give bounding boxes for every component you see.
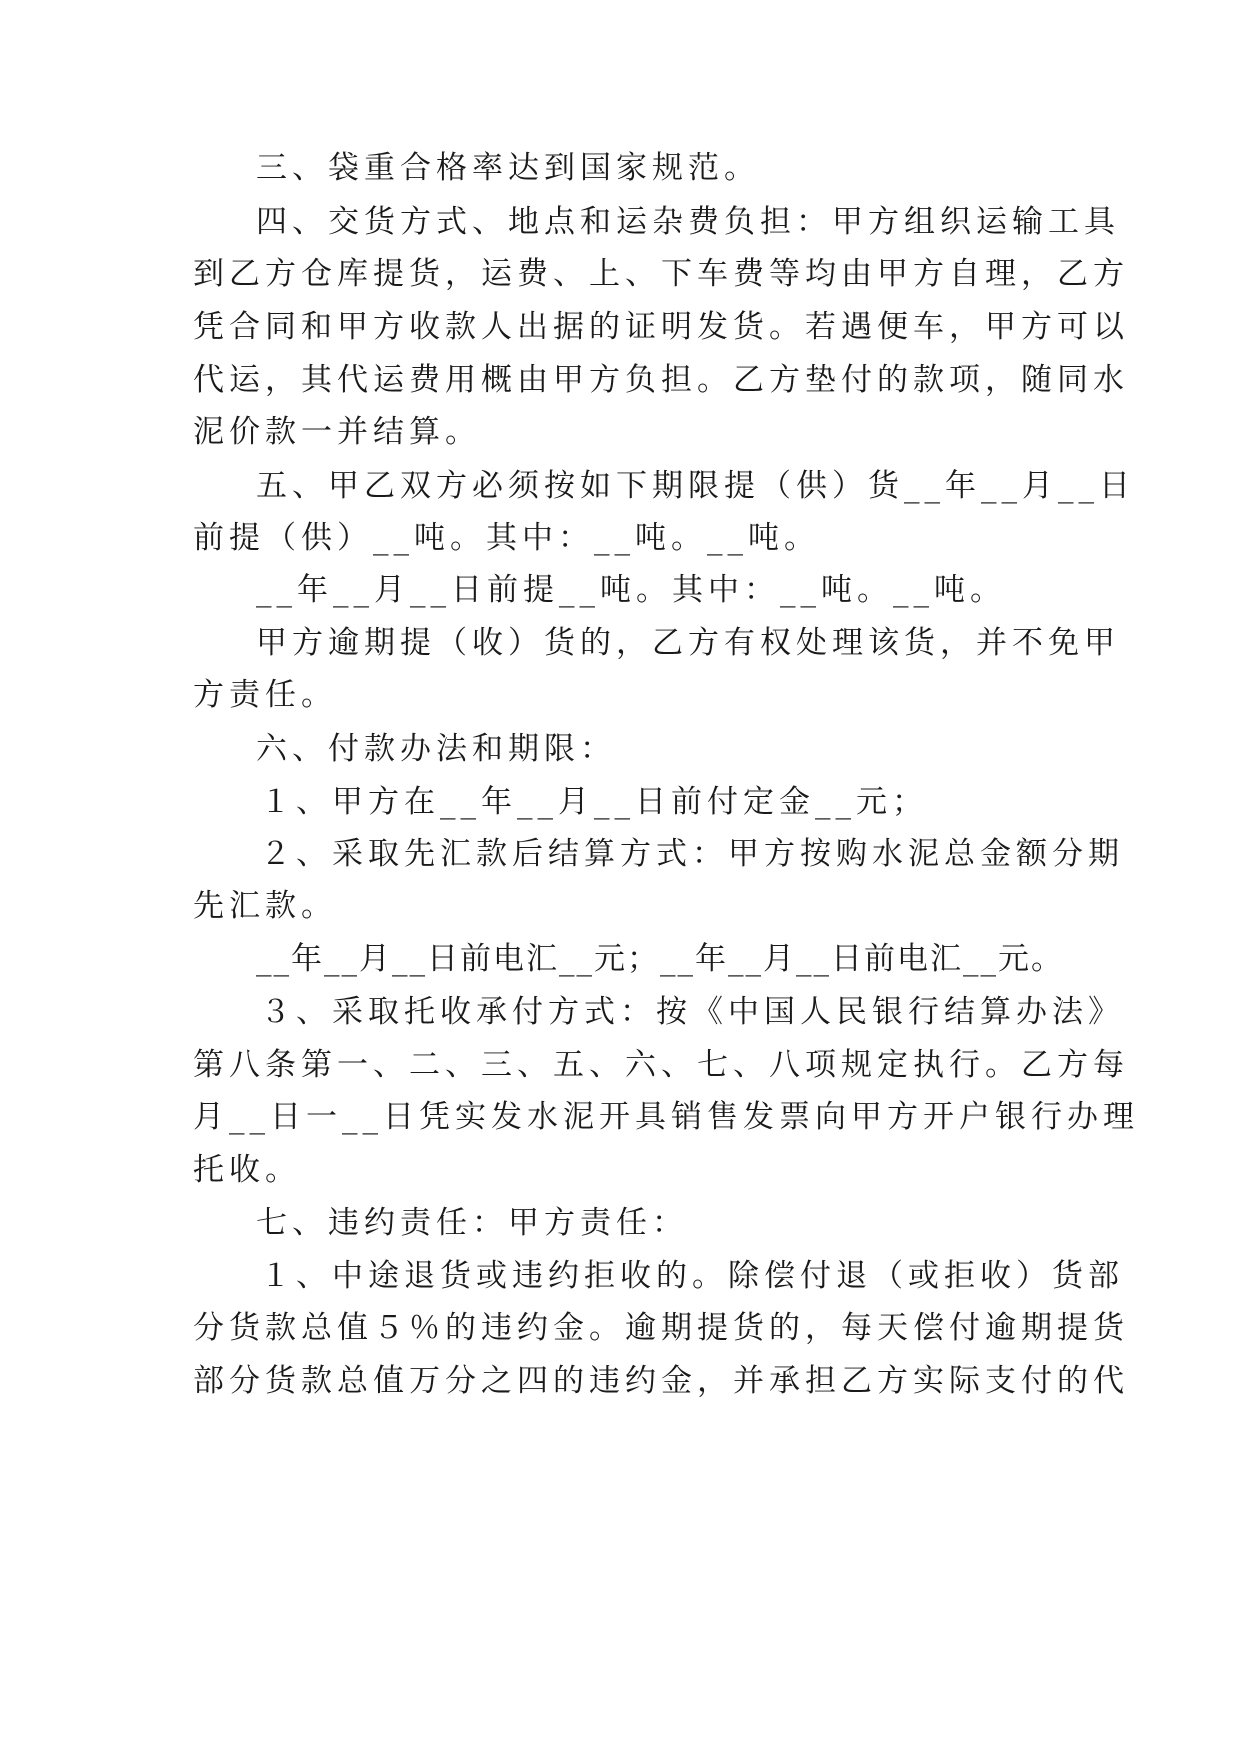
paragraph-line: 三、袋重合格率达到国家规范。 xyxy=(256,150,760,186)
paragraph-line: 方责任。 xyxy=(193,677,337,713)
paragraph-line: 泥价款一并结算。 xyxy=(193,414,481,450)
paragraph-line: １、甲方在__年__月__日前付定金__元； xyxy=(260,784,928,820)
paragraph-line: 月__日一__日凭实发水泥开具销售发票向甲方开户银行办理 xyxy=(193,1099,1139,1135)
paragraph-line: 第八条第一、二、三、五、六、七、八项规定执行。乙方每 xyxy=(193,1047,1129,1083)
paragraph-line: 五、甲乙双方必须按如下期限提（供）货__年__月__日 xyxy=(256,468,1135,504)
paragraph-line: 六、付款办法和期限： xyxy=(256,731,616,767)
paragraph-line: 七、违约责任：甲方责任： xyxy=(256,1205,688,1241)
paragraph-line: 甲方逾期提（收）货的，乙方有权处理该货，并不免甲 xyxy=(256,625,1120,661)
paragraph-line: 到乙方仓库提货，运费、上、下车费等均由甲方自理，乙方 xyxy=(193,256,1129,292)
paragraph-line: __年__月__日前提__吨。其中：__吨。__吨。 xyxy=(256,572,1006,608)
paragraph-line: __年__月__日前电汇__元；__年__月__日前电汇__元。 xyxy=(256,941,1064,977)
paragraph-line: 先汇款。 xyxy=(193,888,337,924)
paragraph-line: 部分货款总值万分之四的违约金，并承担乙方实际支付的代 xyxy=(193,1363,1129,1399)
paragraph-line: 代运，其代运费用概由甲方负担。乙方垫付的款项，随同水 xyxy=(193,362,1129,398)
paragraph-line: 凭合同和甲方收款人出据的证明发货。若遇便车，甲方可以 xyxy=(193,309,1129,345)
paragraph-line: １、中途退货或违约拒收的。除偿付退（或拒收）货部 xyxy=(260,1258,1124,1294)
paragraph-line: 四、交货方式、地点和运杂费负担：甲方组织运输工具 xyxy=(256,204,1120,240)
paragraph-line: 托收。 xyxy=(193,1152,301,1188)
paragraph-line: 分货款总值５％的违约金。逾期提货的，每天偿付逾期提货 xyxy=(193,1310,1129,1346)
paragraph-line: 前提（供）__吨。其中：__吨。__吨。 xyxy=(193,520,820,556)
paragraph-line: ２、采取先汇款后结算方式：甲方按购水泥总金额分期 xyxy=(260,836,1124,872)
paragraph-line: ３、采取托收承付方式：按《中国人民银行结算办法》 xyxy=(260,994,1124,1030)
